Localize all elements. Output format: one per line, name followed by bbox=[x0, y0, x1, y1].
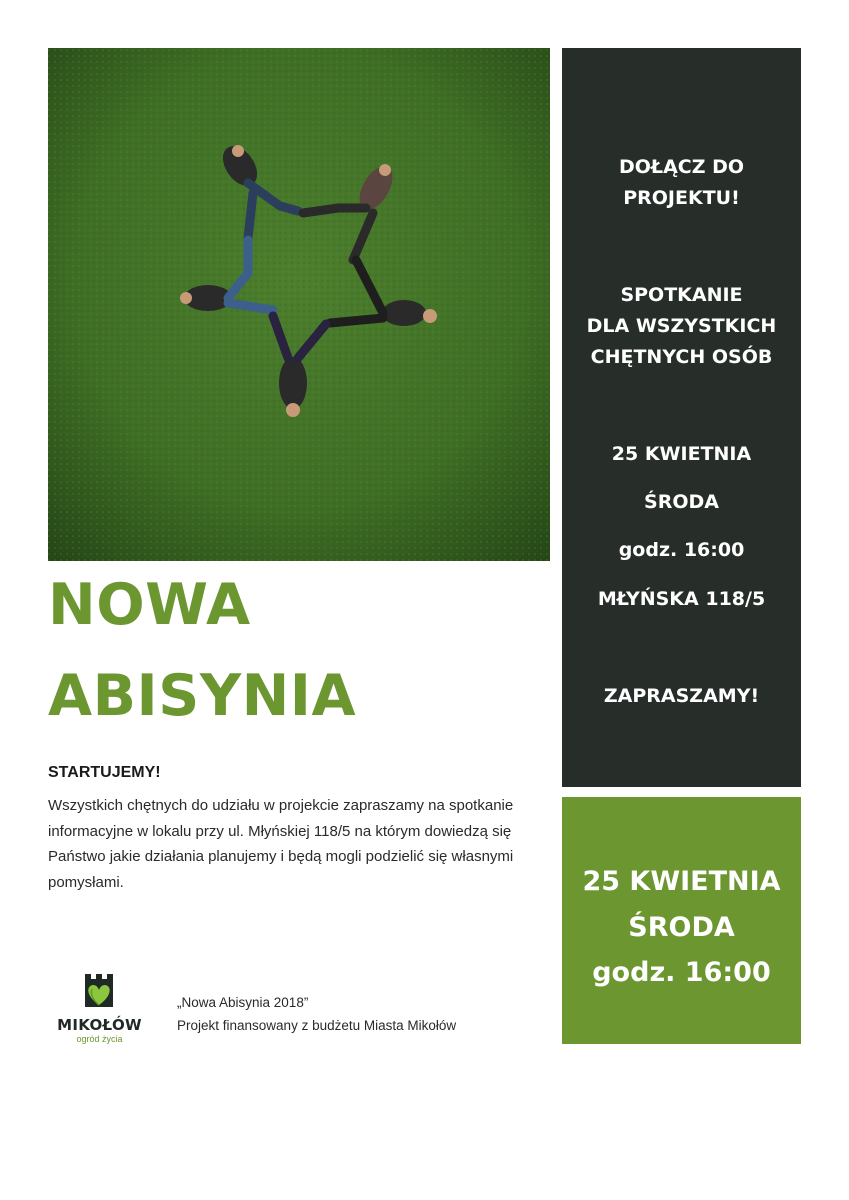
highlight-date: 25 KWIETNIA bbox=[582, 866, 781, 897]
city-logo bbox=[48, 970, 151, 1048]
date-highlight-panel bbox=[562, 797, 801, 1044]
project-name: „Nowa Abisynia 2018” bbox=[177, 995, 309, 1010]
funding-note: Projekt finansowany z budżetu Miasta Mikołów bbox=[177, 1018, 457, 1033]
logo-name: MIKOŁÓW bbox=[57, 1016, 142, 1034]
meeting-line-3: CHĘTNYCH OSÓB bbox=[590, 346, 773, 368]
meeting-line-2: DLA WSZYSTKICH bbox=[586, 315, 777, 337]
logo-tagline: ogród życia bbox=[76, 1034, 123, 1044]
time-line: godz. 16:00 bbox=[618, 539, 745, 561]
invitation-panel bbox=[562, 48, 801, 787]
people-star-photo-icon bbox=[48, 48, 550, 561]
invite-line-1: DOŁĄCZ DO bbox=[618, 156, 745, 178]
intro-text: Wszystkich chętnych do udziału w projekcie zapraszamy na spotkanie informacyjne w lokalu przy ul. Młyńskiej 118/5 na którym dowiedzą się Państwo jakie działania planujemy i będą mogli podzielić się własnymi pomysłami. bbox=[48, 797, 514, 891]
invite-line-2: PROJEKTU! bbox=[623, 187, 740, 209]
intro-heading: STARTUJEMY! bbox=[48, 764, 161, 781]
date-line: 25 KWIETNIA bbox=[611, 443, 752, 465]
title-line-1: NOWA bbox=[48, 572, 251, 638]
weekday-line: ŚRODA bbox=[644, 491, 719, 513]
welcome-line: ZAPRASZAMY! bbox=[603, 685, 760, 707]
hero-photo bbox=[48, 48, 550, 561]
highlight-time: godz. 16:00 bbox=[592, 957, 771, 988]
title-line-2: ABISYNIA bbox=[48, 663, 357, 729]
mikolow-emblem-icon bbox=[48, 970, 151, 1016]
meeting-line-1: SPOTKANIE bbox=[620, 284, 743, 306]
highlight-weekday: ŚRODA bbox=[628, 912, 735, 943]
address-line: MŁYŃSKA 118/5 bbox=[597, 588, 766, 610]
